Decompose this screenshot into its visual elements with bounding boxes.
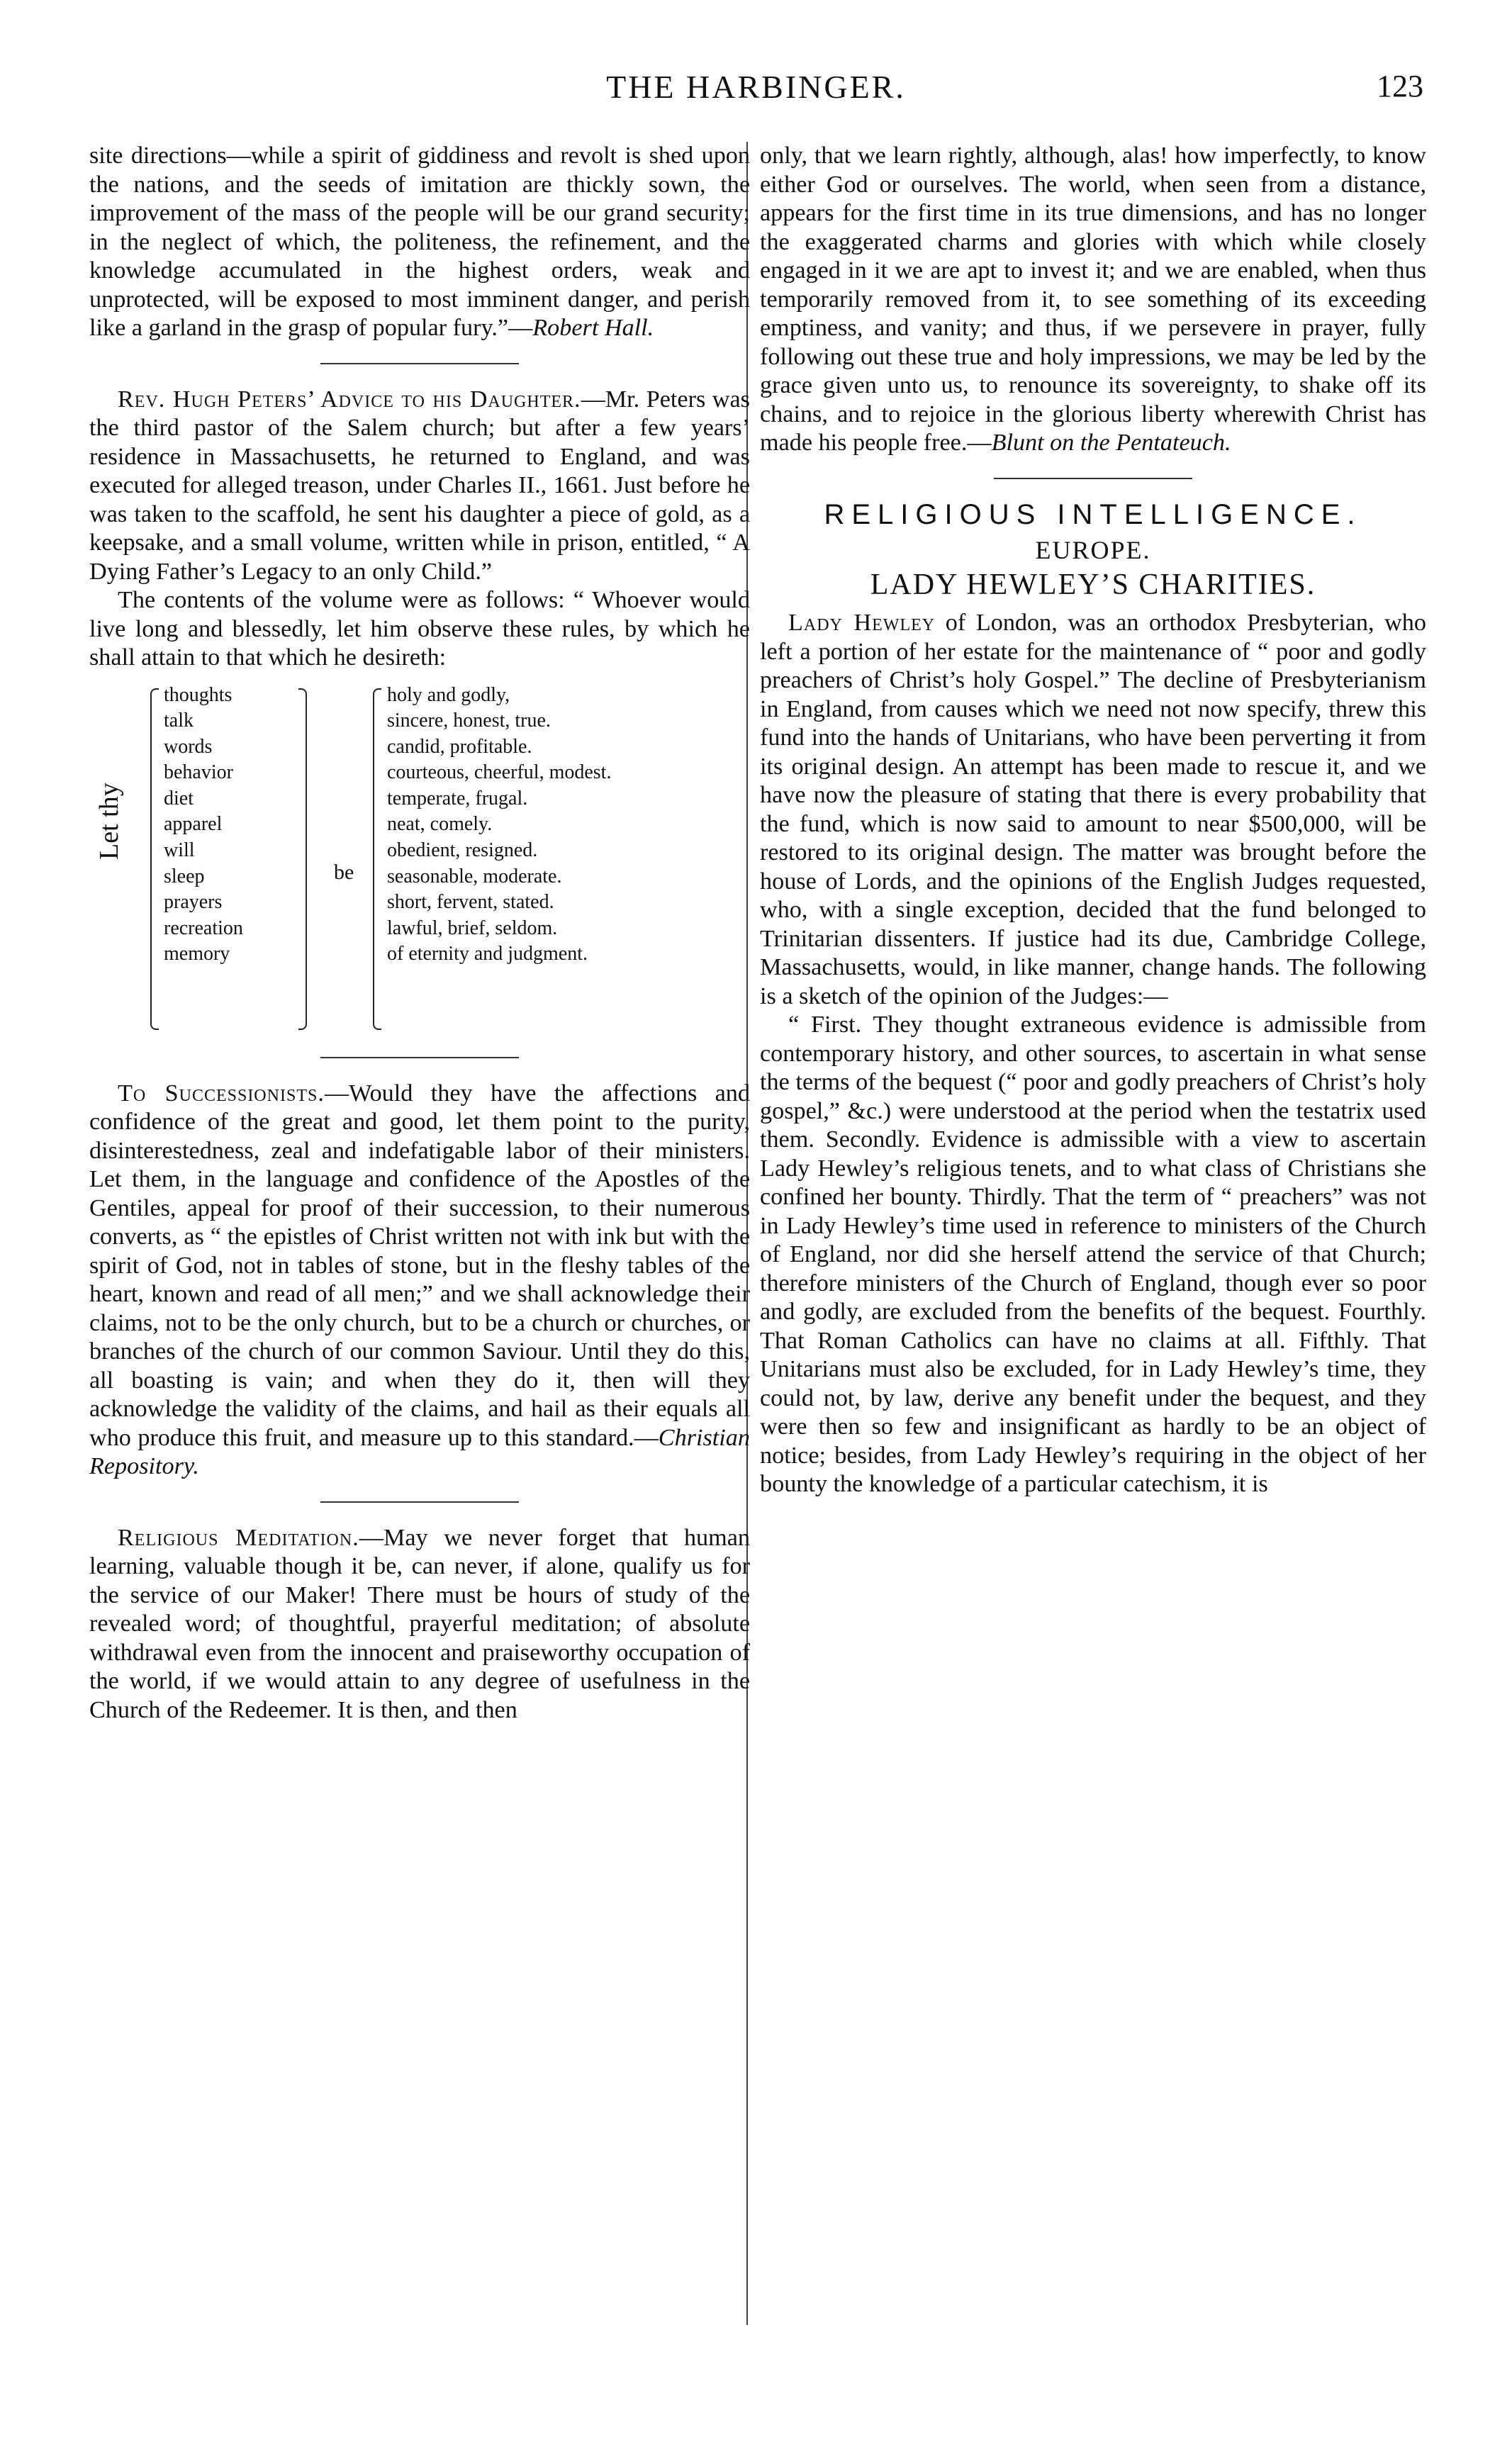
rule-subject: thoughts <box>164 683 233 706</box>
hewley-paragraph <box>760 609 1426 1011</box>
blunt-source: Blunt on the Pentateuch. <box>991 430 1231 456</box>
left-column <box>89 142 750 1725</box>
successionists-heading: To Successionists. <box>118 1080 325 1107</box>
rules-subjects <box>164 683 243 968</box>
rule-quality: holy and godly, <box>387 683 510 706</box>
successionists-text: —Would they have the affections and confidence of the great and good, let them point to the purity, disinterestedness, zeal and indefatigable labor of their ministers. Let them, in the language and confidence of the Apostles of the Gentiles, appeal for proof of their succession, to their numerous converts, as “ the epistles of Christ written not with ink but with the spirit of God, not in tables of stone, but in the fleshy tables of the heart, known and read of all men;” and we shall acknowledge their claims, not to be the only church, but to be a church or churches, or branches of the church of our common Saviour. Until they do this, all boasting is vain; and when they do it, then will they acknowledge the validity of the claims, and hail as their equals all who produce this fruit, and measure up to this standard.— <box>89 1080 750 1451</box>
rule-subject: diet <box>164 787 194 809</box>
rule-quality: lawful, brief, seldom. <box>387 917 558 939</box>
hewley-text: of London, was an orthodox Presbyterian, who left a portion of her estate for the maintenance of “ poor and godly preachers of Christ’s holy Gospel.” The decline of Presbyterianism in England, from causes which we need not now specify, threw this fund into the hands of Unitarians, who have been perverting it from its original design. An attempt has been made to rescue it, and we have now the pleasure of stating that there is every probability that the fund, which is now said to amount to near $500,000, will be restored to its original design. The matter was brought before the house of Lords, and the opinions of the English Judges requested, who, with a single exception, decided that the fund belonged to Trinitarian dissenters. If justice had its due, Cambridge College, Massachusetts, would, in like manner, change hands. The following is a sketch of the opinion of the Judges:— <box>760 610 1426 1009</box>
rule-quality: temperate, frugal. <box>387 787 528 809</box>
section-divider <box>320 1501 519 1503</box>
journal-title: THE HARBINGER. <box>606 69 906 105</box>
rules-qualities <box>387 683 611 968</box>
robert-hall-quote-text: site directions—while a spirit of giddiness and revolt is shed upon the nations, and the seeds of imitation are thickly sown, the improvement of the mass of the people will be our grand security; in the neglect of which, the politeness, the refinement, and the knowledge accumulated in the highest orders, weak and unprotected, will be exposed to most imminent danger, and perish like a garland in the grasp of popular fury.”— <box>89 142 750 341</box>
rules-table <box>89 683 750 1037</box>
rule-subject: behavior <box>164 761 233 784</box>
rule-quality: neat, comely. <box>387 813 493 836</box>
volume-contents-intro: The contents of the volume were as follows: “ Whoever would live long and blessedly, let him observe these rules, by which he shall attain to that which he desireth: <box>89 587 750 671</box>
rule-quality: of eternity and judgment. <box>387 943 588 965</box>
hewley-lead: Lady Hewley <box>788 610 936 636</box>
judges-opinion: “ First. They thought extraneous evidence is admissible from contemporary history, and other sources, to ascertain in what sense the terms of the bequest (“ poor and godly preachers of Christ’s holy gospel,” &c.) were understood at the period when the testatrix used them. Secondly. Evidence is admissible with a view to ascertain Lady Hewley’s religious tenets, and to what class of Christians she confined her bounty. Thirdly. That the term of “ preachers” was not in Lady Hewley’s time used in reference to ministers of the Church of England, nor did she herself attend the service of that Church; therefore ministers of the Church of England, though ever so poor and godly, are excluded from the benefits of the bequest. Fourthly. That Roman Catholics can have no claims at all. Fifthly. That Unitarians must also be excluded, for in Lady Hewley’s time, they could not, by law, derive any benefit under the bequest, and they were then so few and insignificant as hardly to be an object of notice; besides, from Lady Hewley’s requiring in the object of her bounty the knowledge of a particular catechism, it is <box>760 1012 1426 1497</box>
rule-quality: courteous, cheerful, modest. <box>387 761 612 784</box>
successionists-article <box>89 1080 750 1481</box>
section-divider <box>994 478 1192 479</box>
rule-subject: talk <box>164 710 194 732</box>
meditation-article <box>89 1524 750 1725</box>
article-title: LADY HEWLEY’S CHARITIES. <box>870 568 1316 601</box>
rule-quality: obedient, resigned. <box>387 839 538 862</box>
rule-quality: seasonable, moderate. <box>387 865 562 887</box>
left-brace <box>150 688 159 1030</box>
hugh-peters-text: —Mr. Peters was the third pastor of the Salem church; but after a few years’ residence in Massachusetts, he returned to England, and was executed for alleged treason, under Charles II., 1661. Just before he was taken to the scaffold, he sent his daughter a piece of gold, as a keepsake, and a small volume, written while in prison, entitled, “ A Dying Father’s Legacy to an only Child.” <box>89 386 750 585</box>
let-thy-label: Let thy <box>94 782 124 860</box>
section-heading: RELIGIOUS INTELLIGENCE. <box>824 498 1362 530</box>
section-divider <box>320 1057 519 1058</box>
running-header <box>89 68 1423 111</box>
rule-subject: prayers <box>164 891 223 914</box>
rule-subject: recreation <box>164 917 243 939</box>
blunt-quote <box>760 142 1426 458</box>
successionists-source: Christian Repository. <box>89 1424 750 1479</box>
meditation-text: —May we never forget that human learning, valuable though it be, can never, if alone, qualify us for the service of our Maker! There must be hours of study of the revealed word; of thoughtful, prayerful meditation; of absolute withdrawal even from the innocent and praiseworthy occupation of the world, if we would attain to any degree of usefulness in the Church of the Redeemer. It is then, and then <box>89 1524 750 1723</box>
page-number: 123 <box>1377 69 1423 103</box>
hugh-peters-heading: Rev. Hugh Peters’ Advice to his Daughter. <box>118 386 581 413</box>
rule-quality: short, fervent, stated. <box>387 891 554 914</box>
section-subheading: EUROPE. <box>1035 536 1151 564</box>
rule-subject: sleep <box>164 865 205 887</box>
meditation-heading: Religious Meditation. <box>118 1524 359 1551</box>
rule-subject: apparel <box>164 813 223 836</box>
rule-quality: candid, profitable. <box>387 735 532 758</box>
hugh-peters-article <box>89 386 750 587</box>
right-column <box>760 142 1426 1499</box>
right-brace <box>373 688 381 1030</box>
rule-subject: memory <box>164 943 230 965</box>
section-divider <box>320 363 519 364</box>
rule-subject: will <box>164 839 195 862</box>
robert-hall-attribution: Robert Hall. <box>532 315 654 341</box>
middle-brace <box>298 688 307 1030</box>
be-label: be <box>334 860 354 884</box>
rule-subject: words <box>164 735 213 758</box>
rule-quality: sincere, honest, true. <box>387 710 551 732</box>
robert-hall-quote <box>89 142 750 343</box>
blunt-quote-text: only, that we learn rightly, although, alas! how imperfectly, to know either God or ourselves. The world, when seen from a distance, appears for the first time in its true dimensions, and has no longer the exaggerated charms and glories with which while closely engaged in it we are apt to invest it; and we are enabled, when thus temporarily removed from it, to see something of its exceeding emptiness, and vanity; and thus, if we persevere in prayer, fully following out these true and holy impressions, we may be led by the grace given unto us, to renounce its sovereignty, to shake off its chains, and to rejoice in the glorious liberty wherewith Christ has made his people free.— <box>760 142 1426 456</box>
